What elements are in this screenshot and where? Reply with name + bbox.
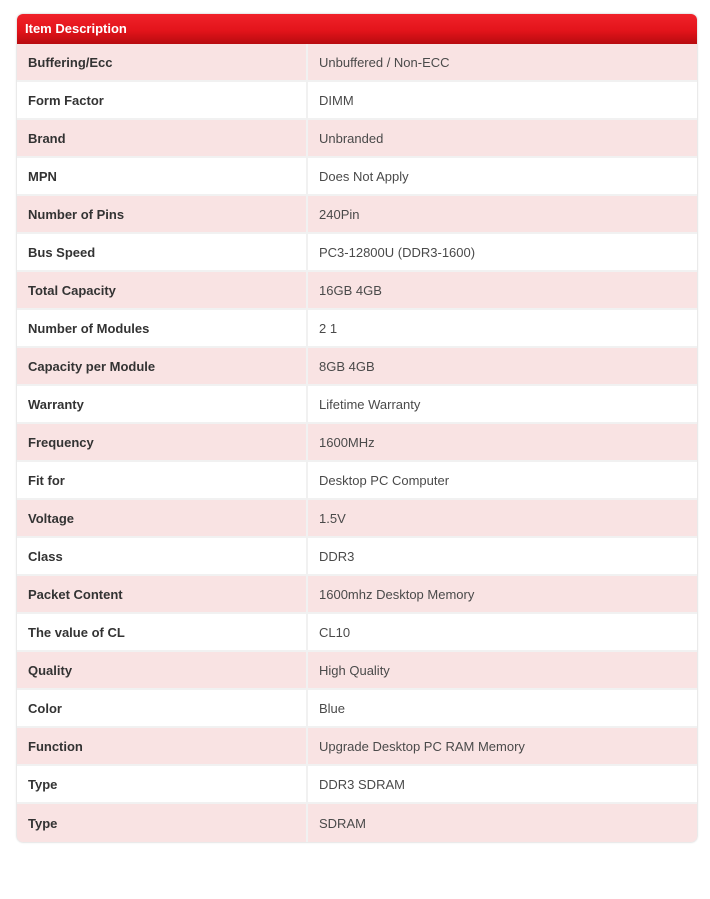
table-row [17, 576, 697, 614]
spec-value: PC3-12800U (DDR3-1600) [306, 234, 697, 272]
item-description-panel [17, 14, 697, 842]
spec-value: CL10 [306, 614, 697, 652]
spec-label: Color [17, 690, 306, 728]
spec-value: Does Not Apply [306, 158, 697, 196]
spec-value: DDR3 SDRAM [306, 766, 697, 804]
spec-value: Lifetime Warranty [306, 386, 697, 424]
table-row [17, 82, 697, 120]
spec-value: DDR3 [306, 538, 697, 576]
spec-label: Function [17, 728, 306, 766]
spec-label: Quality [17, 652, 306, 690]
spec-label: Brand [17, 120, 306, 158]
spec-label: Fit for [17, 462, 306, 500]
spec-label: Class [17, 538, 306, 576]
table-row [17, 386, 697, 424]
table-row [17, 500, 697, 538]
table-row [17, 538, 697, 576]
table-row [17, 614, 697, 652]
spec-label: Buffering/Ecc [17, 44, 306, 82]
spec-value: 1.5V [306, 500, 697, 538]
table-row [17, 44, 697, 82]
spec-label: Bus Speed [17, 234, 306, 272]
table-row [17, 690, 697, 728]
spec-value: Upgrade Desktop PC RAM Memory [306, 728, 697, 766]
spec-value: DIMM [306, 82, 697, 120]
spec-value: 1600MHz [306, 424, 697, 462]
table-row [17, 462, 697, 500]
table-row [17, 272, 697, 310]
spec-value: 2 1 [306, 310, 697, 348]
item-spec-table [17, 44, 697, 842]
spec-label: Capacity per Module [17, 348, 306, 386]
spec-label: Type [17, 804, 306, 842]
spec-value: Desktop PC Computer [306, 462, 697, 500]
table-row [17, 234, 697, 272]
spec-label: MPN [17, 158, 306, 196]
table-row [17, 424, 697, 462]
spec-value: Blue [306, 690, 697, 728]
spec-label: Type [17, 766, 306, 804]
spec-value: Unbranded [306, 120, 697, 158]
spec-label: Warranty [17, 386, 306, 424]
spec-label: Number of Modules [17, 310, 306, 348]
spec-value: 240Pin [306, 196, 697, 234]
spec-value: 1600mhz Desktop Memory [306, 576, 697, 614]
table-row [17, 728, 697, 766]
spec-label: The value of CL [17, 614, 306, 652]
spec-value: SDRAM [306, 804, 697, 842]
spec-label: Total Capacity [17, 272, 306, 310]
spec-value: 16GB 4GB [306, 272, 697, 310]
table-row [17, 804, 697, 842]
spec-value: 8GB 4GB [306, 348, 697, 386]
table-row [17, 652, 697, 690]
table-row [17, 196, 697, 234]
table-row [17, 310, 697, 348]
table-row [17, 766, 697, 804]
spec-value: Unbuffered / Non-ECC [306, 44, 697, 82]
spec-value: High Quality [306, 652, 697, 690]
spec-label: Number of Pins [17, 196, 306, 234]
spec-label: Voltage [17, 500, 306, 538]
table-row [17, 158, 697, 196]
spec-label: Packet Content [17, 576, 306, 614]
panel-header-title: Item Description [17, 14, 697, 44]
table-row [17, 120, 697, 158]
spec-label: Frequency [17, 424, 306, 462]
table-row [17, 348, 697, 386]
spec-label: Form Factor [17, 82, 306, 120]
